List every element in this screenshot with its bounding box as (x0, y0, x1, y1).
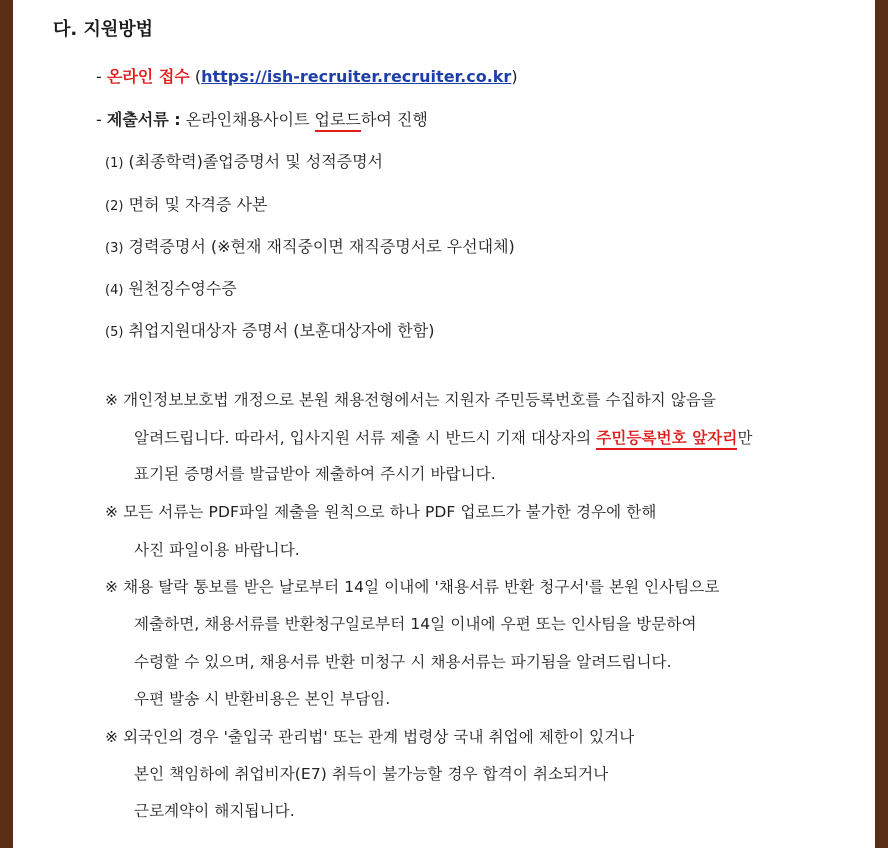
item-number: (3) (105, 241, 124, 256)
item-text: 취업지원대상자 증명서 (보훈대상자에 한함) (128, 321, 435, 340)
note-privacy-line2 (134, 428, 753, 448)
note-privacy-line2-pre: 알려드립니다. 따라서, 입사지원 서류 제출 시 반드시 기재 대상자의 (134, 429, 592, 447)
note-foreigner-line1: ※ 외국인의 경우 '출입국 관리법' 또는 관계 법령상 국내 취업에 제한이 있거나 (105, 728, 635, 746)
documents-desc-post: 하여 진행 (360, 110, 428, 129)
list-item (105, 321, 434, 343)
list-item (105, 195, 267, 217)
item-number: (1) (105, 156, 124, 171)
item-text: 경력증명서 (※현재 재직중이면 재직증명서로 우선대체) (128, 237, 515, 256)
list-item (105, 237, 515, 259)
note-return-line3: 수령할 수 있으며, 채용서류 반환 미청구 시 채용서류는 파기됨을 알려드립니다. (134, 653, 672, 671)
note-return-line2: 제출하면, 채용서류를 반환청구일로부터 14일 이내에 우편 또는 인사팀을 방문하여 (134, 615, 697, 633)
online-application-line (96, 67, 518, 87)
note-privacy-line3: 표기된 증명서를 발급받아 제출하여 주시기 바랍니다. (134, 465, 496, 483)
note-privacy-line2-post: 만 (737, 429, 753, 447)
resident-number-highlight: 주민등록번호 앞자리 (596, 429, 737, 450)
section-title: 다. 지원방법 (53, 19, 154, 40)
item-text: 원천징수영수증 (128, 279, 237, 298)
note-pdf-line2: 사진 파일이용 바랍니다. (134, 541, 300, 559)
open-paren: ( (194, 67, 202, 86)
note-return-line4: 우편 발송 시 반환비용은 본인 부담임. (134, 690, 391, 708)
close-paren: ) (511, 67, 518, 86)
item-number: (4) (105, 283, 124, 298)
recruiter-site-link[interactable]: https://ish-recruiter.recruiter.co.kr (201, 67, 512, 86)
note-return-line1: ※ 채용 탈락 통보를 받은 날로부터 14일 이내에 '채용서류 반환 청구서'를 본원 인사팀으로 (105, 578, 720, 596)
list-item (105, 279, 237, 301)
documents-line (96, 110, 428, 130)
note-foreigner-line2: 본인 책임하에 취업비자(E7) 취득이 불가능할 경우 합격이 취소되거나 (134, 765, 609, 783)
documents-desc-pre: 온라인채용사이트 (185, 110, 310, 129)
item-text: 면허 및 자격증 사본 (128, 195, 268, 214)
upload-underlined: 업로드 (315, 110, 361, 132)
item-number: (2) (105, 199, 124, 214)
note-privacy-line1: ※ 개인정보보호법 개정으로 본원 채용전형에서는 지원자 주민등록번호를 수집하지 않음을 (105, 391, 717, 409)
note-foreigner-line3: 근로계약이 해지됩니다. (134, 802, 295, 820)
item-text: (최종학력)졸업증명서 및 성적증명서 (128, 152, 384, 171)
dash: - (96, 67, 102, 86)
online-application-label: 온라인 접수 (106, 67, 190, 86)
item-number: (5) (105, 325, 124, 340)
note-pdf-line1: ※ 모든 서류는 PDF파일 제출을 원칙으로 하나 PDF 업로드가 불가한 경우에 한해 (105, 503, 657, 521)
dash: - (96, 110, 102, 129)
documents-label: 제출서류 : (106, 110, 181, 129)
list-item (105, 152, 383, 174)
